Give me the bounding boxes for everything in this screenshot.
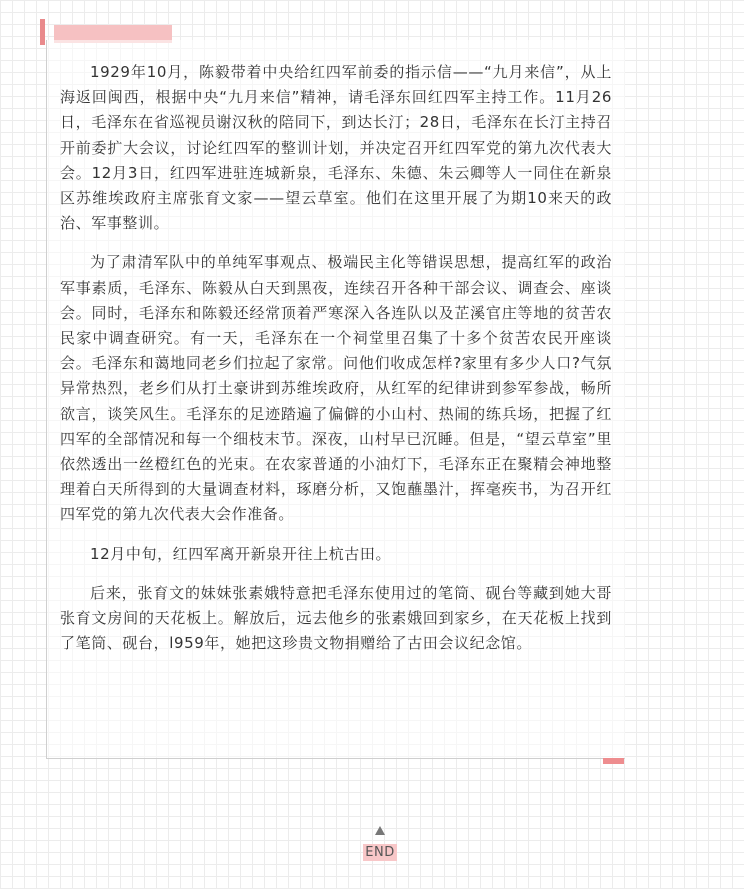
article-paragraph: 为了肃清军队中的单纯军事观点、极端民主化等错误思想，提高红军的政治军事素质，毛泽东、陈毅从白天到黑夜，连续召开各种干部会议、调查会、座谈会。同时，毛泽东和陈毅还经常顶着严寒深入各连队以及芷溪官庄等地的贫苦农民家中调查研究。有一天，毛泽东在一个祠堂里召集了十多个贫苦农民开座谈会。毛泽东和蔼地同老乡们拉起了家常。问他们收成怎样?家里有多少人口?气氛异常热烈，老乡们从打土豪讲到苏维埃政府，从红军的纪律讲到参军参战，畅所欲言，谈笑风生。毛泽东的足迹踏遍了偏僻的小山村、热闹的练兵场，把握了红四军的全部情况和每一个细枝末节。深夜，山村早已沉睡。但是，“望云草室”里依然透出一丝橙红色的光束。在农家普通的小油灯下，毛泽东正在聚精会神地整理着白天所得到的大量调查材料，琢磨分析，又饱蘸墨汁，挥毫疾书，为召开红四军党的第九次代表大会作准备。 [60, 253, 612, 524]
end-marker [362, 826, 398, 861]
article-body [60, 60, 612, 670]
article-paragraph: 12月中旬，红四军离开新泉开往上杭古田。 [90, 544, 392, 563]
triangle-up-icon [375, 826, 385, 835]
article-paragraph: 后来，张育文的妹妹张素娥特意把毛泽东使用过的笔筒、砚台等藏到她大哥张育文房间的天花板上。解放后，远去他乡的张素娥回到家乡，在天花板上找到了笔筒、砚台，l959年，她把这珍贵文物捐赠给了古田会议纪念馆。 [60, 583, 612, 653]
end-label: END [365, 845, 395, 860]
card-corner-accent [603, 758, 624, 764]
article-paragraph: 1929年10月，陈毅带着中央给红四军前委的指示信——“九月来信”，从上海返回闽西，根据中央“九月来信”精神，请毛泽东回红四军主持工作。11月26日，毛泽东在省巡视员谢汉秋的陪同下，到达长汀；28日，毛泽东在长汀主持召开前委扩大会议，讨论红四军的整训计划，并决定召开红四军党的第九次代表大会。12月3日，红四军进驻连城新泉，毛泽东、朱德、朱云卿等人一同住在新泉区苏维埃政府主席张育文家——望云草室。他们在这里开展了为期10来天的政治、军事整训。 [60, 63, 612, 233]
left-accent-marker [40, 19, 45, 45]
